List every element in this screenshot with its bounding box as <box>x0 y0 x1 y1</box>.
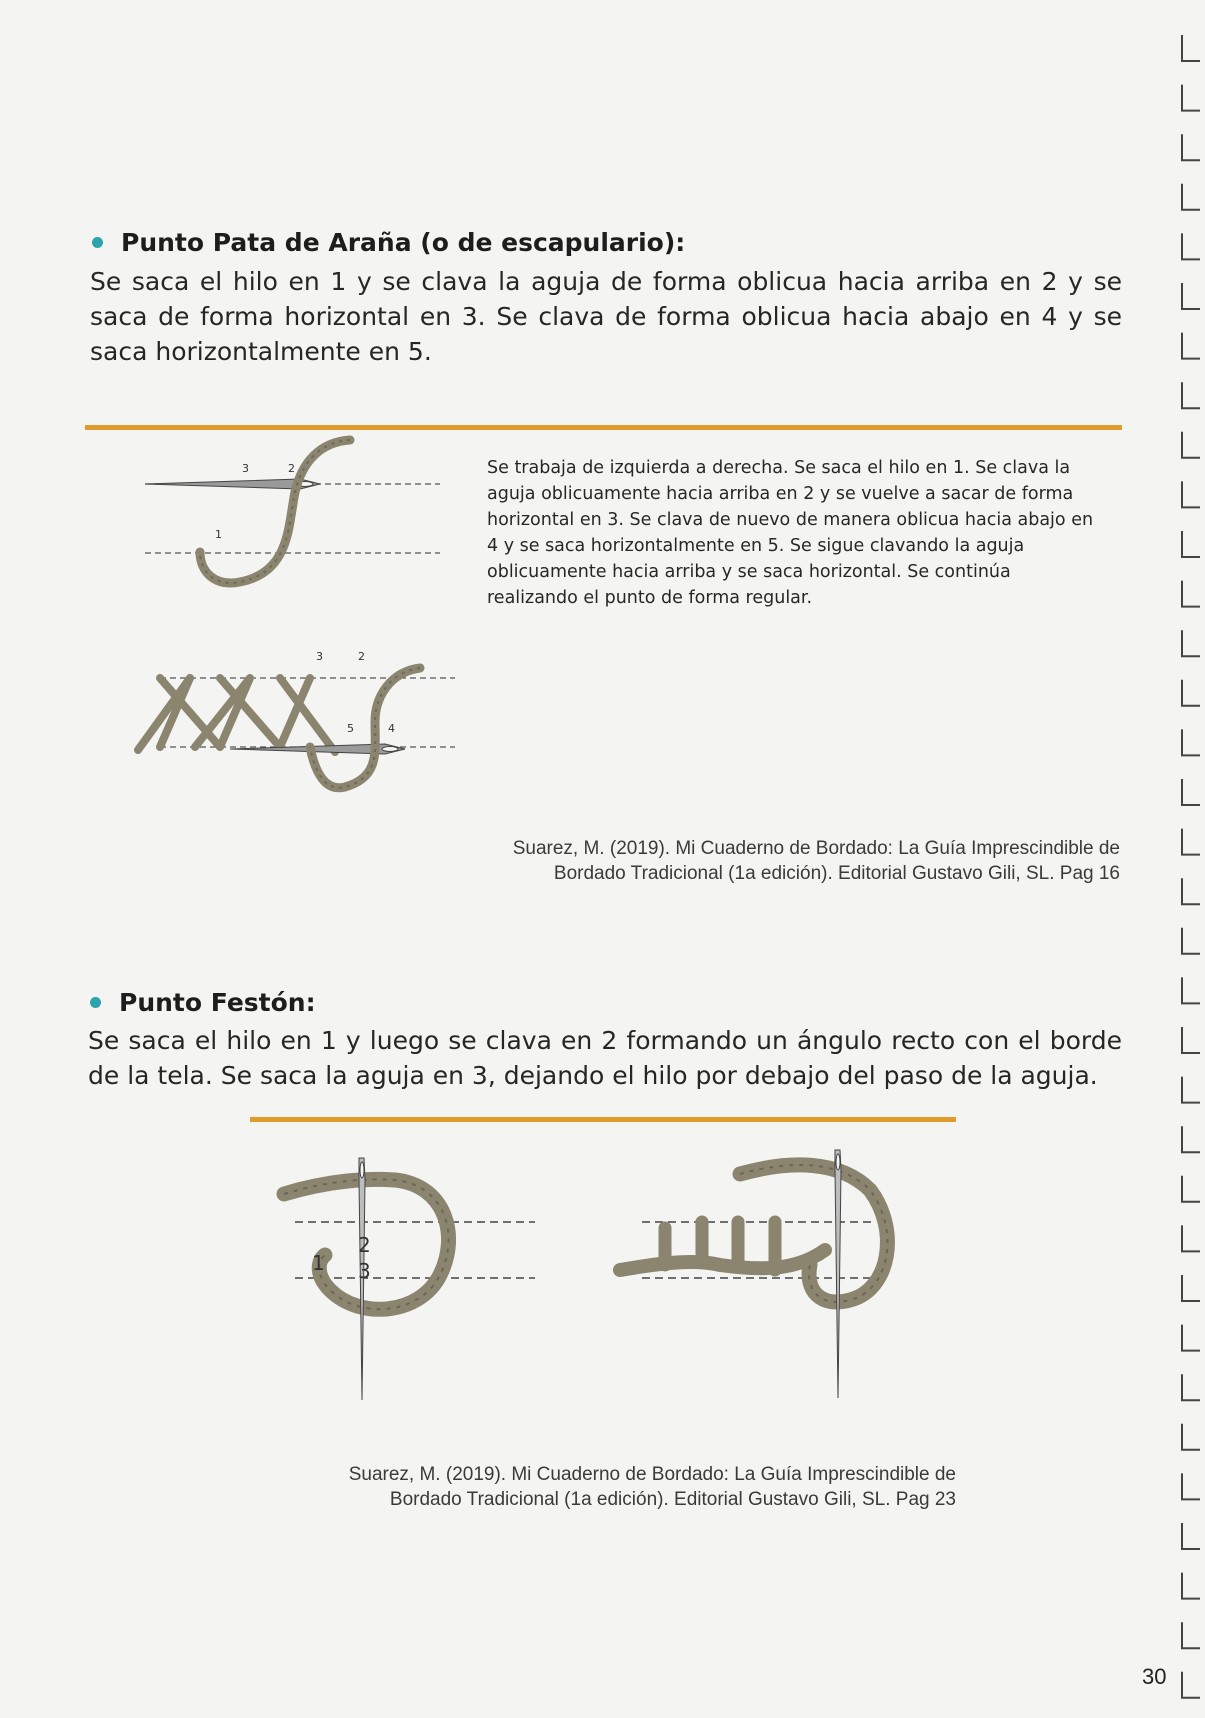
label-1: 1 <box>312 1251 325 1275</box>
binding-mark <box>1182 680 1200 706</box>
binding-mark <box>1182 1325 1200 1351</box>
diagram-caption-pata-arana: Se trabaja de izquierda a derecha. Se saca el hilo en 1. Se clava la aguja oblicuamente hacia arriba en 2 y se vuelve a sacar de forma horizontal en 3. Se clava de nuevo de manera oblicua hacia abajo en 4 y se saca horizontalmente en 5. Se sigue clavando la aguja oblicuamente hacia arriba y se saca horizontal. Se continúa realizando el punto de forma regular. <box>487 458 1094 608</box>
binding-mark <box>1182 630 1200 656</box>
binding-mark <box>1182 85 1200 111</box>
heading-text: Punto Pata de Araña (o de escapulario): <box>121 228 686 257</box>
binding-mark <box>1182 1374 1200 1400</box>
page-number: 30 <box>1142 1664 1167 1689</box>
label-5: 5 <box>347 722 354 735</box>
label-3: 3 <box>242 462 249 475</box>
binding-mark <box>1182 878 1200 904</box>
binding-mark <box>1182 1523 1200 1549</box>
bullet-icon <box>92 237 103 248</box>
binding-mark <box>1182 1424 1200 1450</box>
binding-mark <box>1182 779 1200 805</box>
binding-mark <box>1182 1225 1200 1251</box>
binding-mark <box>1182 382 1200 408</box>
binding-mark <box>1182 1126 1200 1152</box>
binding-mark <box>1182 333 1200 359</box>
pata-arana-stitch-diagram <box>120 432 460 802</box>
source-line: Suarez, M. (2019). Mi Cuaderno de Bordado: La Guía Imprescindible de <box>512 838 1120 859</box>
binding-mark <box>1182 1275 1200 1301</box>
binding-mark <box>1182 1077 1200 1103</box>
divider-rule <box>250 1117 956 1122</box>
spiral-binding-marks <box>1176 25 1205 1715</box>
binding-mark <box>1182 35 1200 61</box>
binding-mark <box>1182 1473 1200 1499</box>
section-heading-pata-arana <box>92 228 685 257</box>
heading-text: Punto Festón: <box>119 988 316 1017</box>
label-4: 4 <box>388 722 395 735</box>
binding-mark <box>1182 184 1200 210</box>
binding-mark <box>1182 1027 1200 1053</box>
binding-mark <box>1182 134 1200 160</box>
binding-mark <box>1182 531 1200 557</box>
binding-mark <box>1182 977 1200 1003</box>
source-line: Bordado Tradicional (1a edición). Editorial Gustavo Gili, SL. Pag 23 <box>389 1489 956 1510</box>
label-1: 1 <box>215 528 222 541</box>
binding-mark <box>1182 481 1200 507</box>
label-2: 2 <box>288 462 295 475</box>
binding-mark <box>1182 432 1200 458</box>
binding-mark <box>1182 233 1200 259</box>
source-citation-2 <box>250 1462 956 1512</box>
label-2: 2 <box>358 1233 371 1257</box>
binding-mark <box>1182 1573 1200 1599</box>
binding-mark <box>1182 928 1200 954</box>
binding-mark <box>1182 729 1200 755</box>
section-body-feston: Se saca el hilo en 1 y luego se clava en 2 formando un ángulo recto con el borde de la tela. Se saca la aguja en 3, dejando el hilo por debajo del paso de la aguja. <box>88 1026 1122 1090</box>
binding-mark <box>1182 829 1200 855</box>
binding-mark <box>1182 581 1200 607</box>
binding-mark <box>1182 1622 1200 1648</box>
bullet-icon <box>90 997 101 1008</box>
label-2-lower: 2 <box>358 650 365 663</box>
source-line: Bordado Tradicional (1a edición). Editorial Gustavo Gili, SL. Pag 16 <box>553 863 1120 884</box>
binding-mark <box>1182 283 1200 309</box>
binding-mark <box>1182 1672 1200 1698</box>
feston-stitch-diagram <box>270 1140 950 1410</box>
section-heading-feston <box>90 988 316 1017</box>
source-citation-1 <box>420 836 1120 886</box>
divider-rule <box>85 425 1122 430</box>
section-body-pata-arana: Se saca el hilo en 1 y se clava la aguja de forma oblicua hacia arriba en 2 y se saca de forma horizontal en 3. Se clava de forma oblicua hacia abajo en 4 y se saca horizontalmente en 5. <box>90 267 1122 366</box>
label-3-lower: 3 <box>316 650 323 663</box>
label-3: 3 <box>358 1259 371 1283</box>
source-line: Suarez, M. (2019). Mi Cuaderno de Bordado: La Guía Imprescindible de <box>348 1464 956 1485</box>
binding-mark <box>1182 1176 1200 1202</box>
